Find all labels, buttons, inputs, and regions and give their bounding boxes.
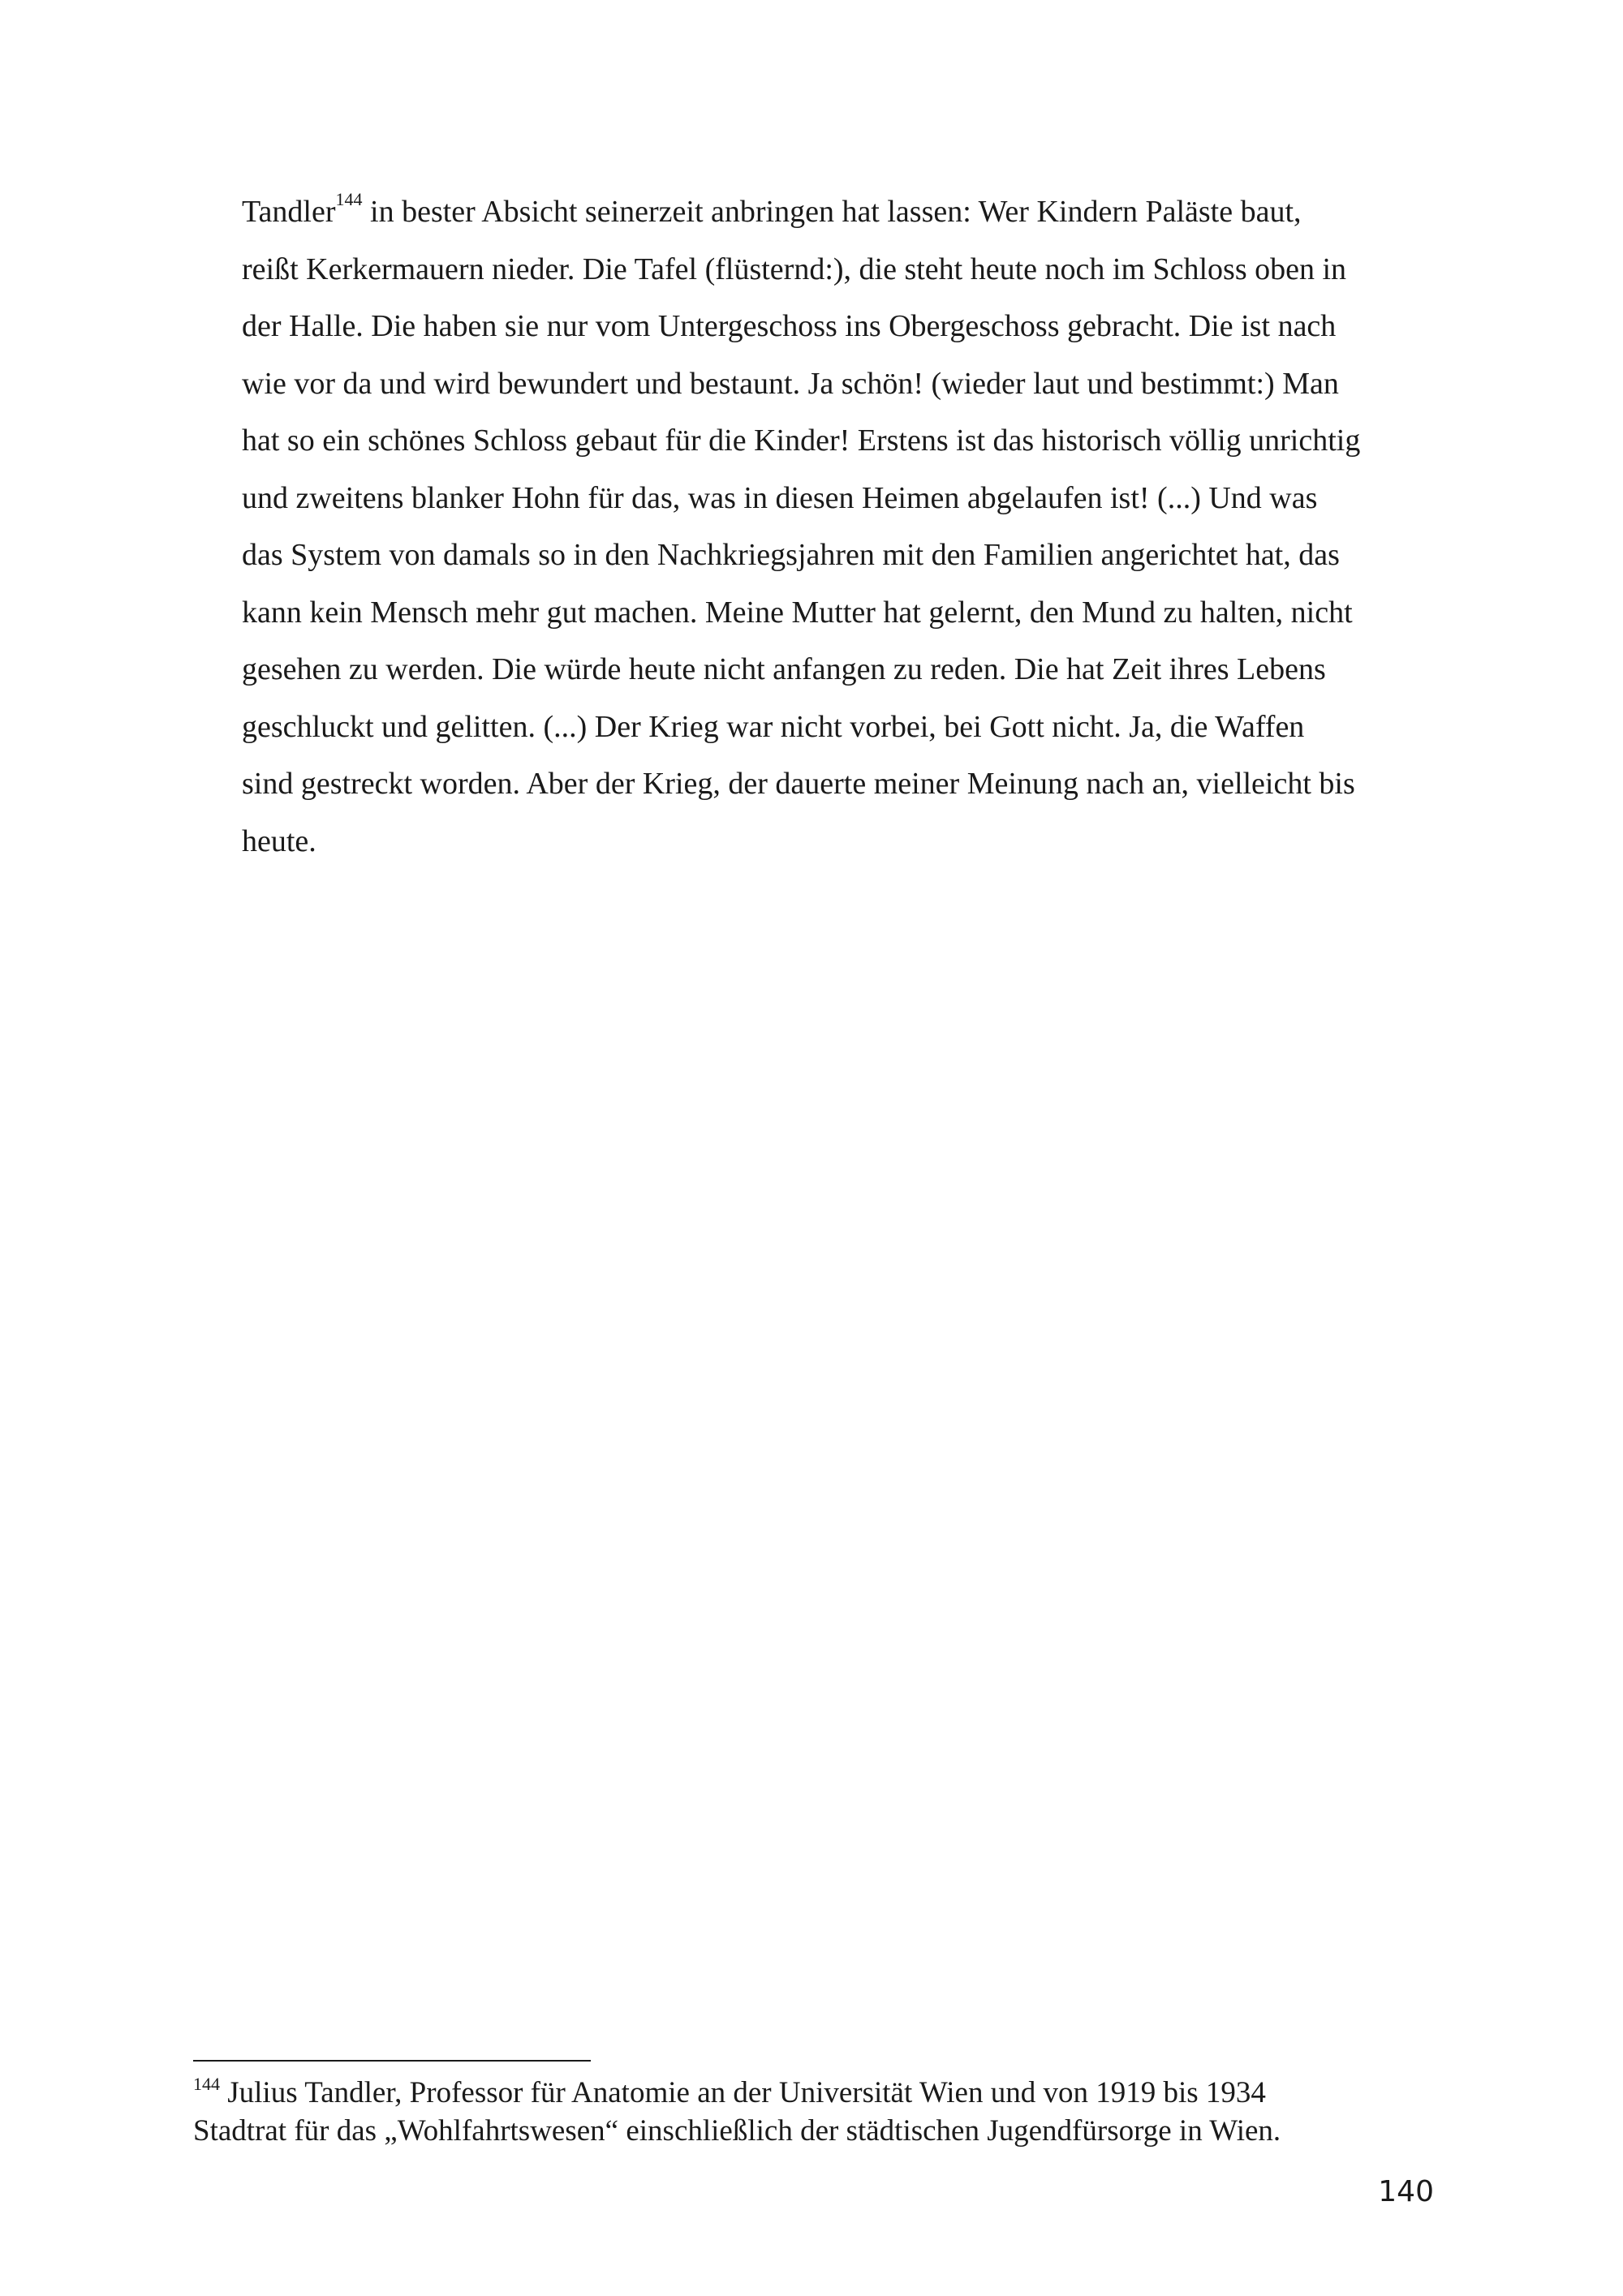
body-line <box>242 183 1451 241</box>
footnote-reference[interactable]: 144 <box>335 189 363 209</box>
body-line: wie vor da und wird bewundert und bestaunt. Ja schön! (wieder laut und bestimmt:) Man <box>242 366 1339 401</box>
footnote <box>193 2074 1459 2150</box>
body-line: heute. <box>242 823 316 858</box>
body-line: und zweitens blanker Hohn für das, was in diesen Heimen abgelaufen ist! (...) Und was <box>242 480 1318 515</box>
footnote-separator <box>193 2060 591 2062</box>
body-line: kann kein Mensch mehr gut machen. Meine Mutter hat gelernt, den Mund zu halten, nicht <box>242 595 1353 630</box>
page-number: 140 <box>1378 2175 1434 2208</box>
body-line: reißt Kerkermauern nieder. Die Tafel (flüsternd:), die steht heute noch im Schloss oben in <box>242 252 1347 286</box>
footnote-number: 144 <box>193 2074 220 2094</box>
body-line: gesehen zu werden. Die würde heute nicht anfangen zu reden. Die hat Zeit ihres Lebens <box>242 652 1326 686</box>
footnote-line: Stadtrat für das „Wohlfahrtswesen“ einschließlich der städtischen Jugendfürsorge in Wien. <box>193 2114 1281 2148</box>
body-line: geschluckt und gelitten. (...) Der Krieg war nicht vorbei, bei Gott nicht. Ja, die Waffen <box>242 709 1305 744</box>
body-line: sind gestreckt worden. Aber der Krieg, der dauerte meiner Meinung nach an, vielleicht bis <box>242 767 1355 801</box>
body-line: der Halle. Die haben sie nur vom Untergeschoss ins Obergeschoss gebracht. Die ist nach <box>242 309 1337 343</box>
body-line-start: Tandler <box>242 195 336 229</box>
body-line-end: in bester Absicht seinerzeit anbringen hat lassen: Wer Kindern Paläste baut, <box>362 195 1302 229</box>
body-line: das System von damals so in den Nachkriegsjahren mit den Familien angerichtet hat, das <box>242 538 1340 572</box>
footnote-text: Julius Tandler, Professor für Anatomie an der Universität Wien und von 1919 bis 1934 <box>220 2076 1266 2109</box>
body-text <box>242 183 1451 870</box>
body-line: hat so ein schönes Schloss gebaut für die Kinder! Erstens ist das historisch völlig unrichtig <box>242 424 1361 458</box>
footnote-line <box>193 2074 1459 2112</box>
